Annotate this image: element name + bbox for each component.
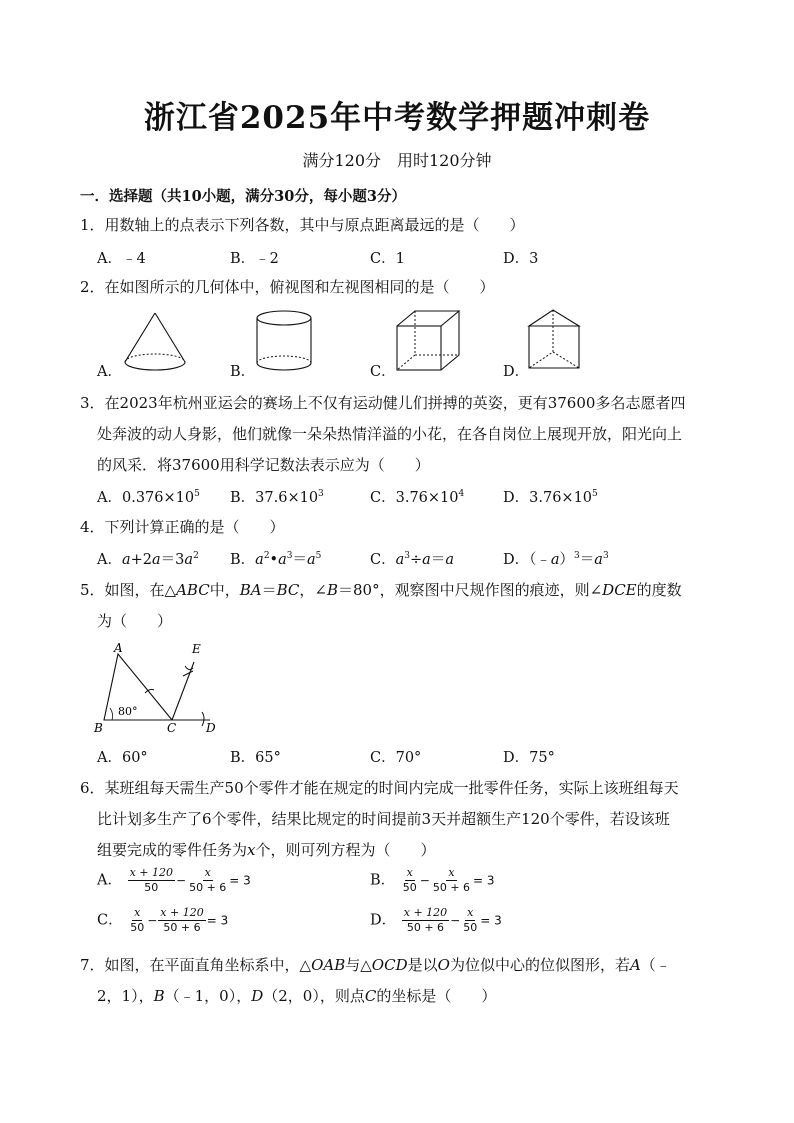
cone-figure bbox=[120, 310, 190, 375]
cylinder-figure bbox=[253, 308, 317, 374]
section-heading: 一．选择题（共10小题，满分30分，每小题3分） bbox=[80, 188, 406, 205]
question-6-option-a: A． $\frac{x + 120}{50}$ − $\frac{x}{50 + 6}$ = 3 bbox=[97, 866, 251, 894]
question-6-option-d: D． $\frac{x + 120}{50 + 6}$ − $\frac{x}{50}$ = 3 bbox=[370, 906, 502, 934]
page-subtitle: 满分120分 用时120分钟 bbox=[302, 151, 492, 170]
prism-figure bbox=[525, 306, 587, 374]
question-1-option-c: C．1 bbox=[370, 251, 405, 267]
question-1-stem: 1．用数轴上的点表示下列各数，其中与原点距离最远的是（ ） bbox=[80, 216, 525, 234]
question-5-option-c: C．70° bbox=[370, 750, 422, 766]
question-4-option-d: D．$(﹣a)^3=a^3$ bbox=[503, 551, 609, 568]
question-4-option-c: C．$a^3\div a=a$ bbox=[370, 551, 454, 568]
label-d: D bbox=[206, 721, 216, 735]
question-2-option-a: A． bbox=[97, 364, 122, 380]
label-b: B bbox=[94, 721, 103, 735]
question-5-line-2: 为（ ） bbox=[97, 612, 173, 630]
question-6-line-1: 6．某班组每天需生产50个零件才能在规定的时间内完成一批零件任务，实际上该班组每天 bbox=[80, 779, 679, 797]
question-1-option-b: B．﹣2 bbox=[230, 251, 279, 267]
question-7-line-2: 2，1），B（﹣1，0），D（2，0），则点C的坐标是（ ） bbox=[97, 987, 497, 1005]
label-c: C bbox=[167, 721, 177, 735]
label-e: E bbox=[192, 642, 201, 656]
question-6-option-b: B． $\frac{x}{50}$ − $\frac{x}{50 + 6}$ = 3 bbox=[370, 866, 495, 894]
question-4-option-b: B．$a^2•a^3=a^5$ bbox=[230, 551, 322, 568]
question-2-option-c: C． bbox=[370, 364, 396, 380]
question-5-option-b: B．65° bbox=[230, 750, 281, 766]
label-a: A bbox=[114, 641, 123, 655]
question-2-option-b: B． bbox=[230, 364, 256, 380]
question-1-option-a: A．﹣4 bbox=[97, 251, 146, 267]
question-3-option-b: B．$37.6\times 10^3$ bbox=[230, 489, 324, 506]
angle-label: 80° bbox=[118, 705, 138, 718]
question-3-option-d: D．$3.76\times 10^5$ bbox=[503, 489, 598, 506]
question-2-stem: 2．在如图所示的几何体中，俯视图和左视图相同的是（ ） bbox=[80, 278, 495, 296]
question-6-line-3: 组要完成的零件任务为x个，则可列方程为（ ） bbox=[97, 841, 436, 859]
question-3-option-a: A．$0.376\times 10^5$ bbox=[97, 489, 200, 506]
question-5-option-d: D．75° bbox=[503, 750, 555, 766]
cube-figure bbox=[393, 308, 463, 374]
question-2-option-d: D． bbox=[503, 364, 530, 380]
question-6-line-2: 比计划多生产了6个零件，结果比规定的时间提前3天并超额生产120个零件，若设该班 bbox=[97, 810, 670, 828]
question-6-option-c: C． $\frac{x}{50}$ − $\frac{x + 120}{50 + 6}$ = 3 bbox=[97, 906, 229, 934]
triangle-construction-figure bbox=[90, 638, 230, 738]
question-4-option-a: A．$a+2a=3a^2$ bbox=[97, 551, 199, 568]
question-5-option-a: A．60° bbox=[97, 750, 148, 766]
question-7-line-1: 7．如图，在平面直角坐标系中，△OAB与△OCD是以O为位似中心的位似图形，若A（﹣ bbox=[80, 956, 671, 974]
question-5-line-1: 5．如图，在△ABC中，BA＝BC，∠B＝80°，观察图中尺规作图的痕迹，则∠DCE的度数 bbox=[80, 581, 682, 599]
question-3-line-3: 的风采．将37600用科学记数法表示应为（ ） bbox=[97, 456, 430, 474]
question-3-line-1: 3．在2023年杭州亚运会的赛场上不仅有运动健儿们拼搏的英姿，更有37600多名志愿者四 bbox=[80, 394, 686, 412]
question-3-option-c: C．$3.76\times 10^4$ bbox=[370, 489, 465, 506]
question-4-stem: 4．下列计算正确的是（ ） bbox=[80, 518, 285, 536]
page-title: 浙江省2025年中考数学押题冲刺卷 bbox=[143, 100, 651, 136]
question-1-option-d: D．3 bbox=[503, 251, 539, 267]
question-3-line-2: 处奔波的动人身影，他们就像一朵朵热情洋溢的小花，在各自岗位上展现开放，阳光向上 bbox=[97, 425, 683, 443]
